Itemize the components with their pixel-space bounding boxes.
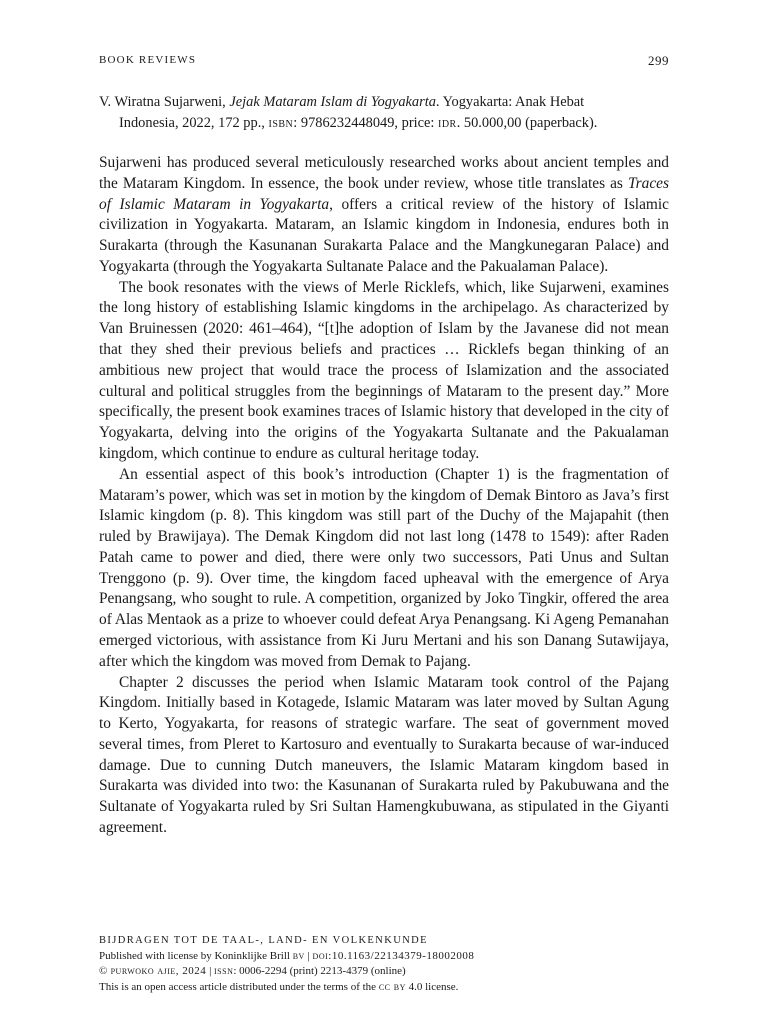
license-text: This is an open access article distributed under the terms of the	[99, 980, 379, 993]
book-citation	[99, 92, 669, 134]
citation-book-title: Jejak Mataram Islam di Yogyakarta	[229, 94, 436, 110]
review-body	[99, 153, 669, 839]
citation-details: Indonesia, 2022, 172 pp.,	[119, 115, 269, 131]
citation-price: . 50.000,00 (paperback).	[456, 115, 598, 131]
citation-publisher: . Yogyakarta: Anak Hebat	[435, 94, 585, 110]
copyright-line	[99, 964, 669, 980]
paragraph-3: An essential aspect of this book’s introduction (Chapter 1) is the fragmentation of Mataram’s power, which was set in motion by the kingdom of Demak Bintoro as Java’s first Islamic kingdom (p. 8). This kingdom was still part of the Duchy of the Majapahit (then ruled by Brawijaya). The Demak Kingdom did not last long (1478 to 1549): after Raden Patah came to power and died, there were only two successors, Pati Unus and Sultan Trenggono (p. 9). Over time, the kingdom faced upheaval with the emergence of Arya Penangsang, who sought to rule. A competition, organized by Joko Tingkir, offered the area of Alas Mentaok as a prize to whoever could defeat Arya Penangsang. Ki Ageng Pemanahan emerged victorious, with assistance from Ki Juru Mertani and his son Danang Sutawijaya, after which the kingdom was moved from Demak to Pajang.	[99, 465, 669, 670]
citation-author: V. Wiratna Sujarweni,	[99, 94, 226, 110]
paragraph-2: The book resonates with the views of Merle Ricklefs, which, like Sujarweni, examines the long history of establishing Islamic kingdoms in the archipelago. As characterized by Van Bruinessen (2020: 461–464), “[t]he adoption of Islam by the Javanese did not mean that they shed their previous beliefs and practices … Ricklefs began thinking of an ambitious new project that would trace the process of Islamization and the associated cultural and political struggles from the beginnings of Mataram to the present day.” More specifically, the present book examines traces of Islamic history that developed in the city of Yogyakarta, delving into the origins of the Yogyakarta Sultanate and the Pakualaman kingdom, which continue to endure as cultural heritage today.	[99, 278, 669, 462]
citation-line-2	[99, 113, 669, 134]
paragraph-4: Chapter 2 discusses the period when Islamic Mataram took control of the Pajang Kingdom. Initially based in Kotagede, Islamic Mataram was later moved by Sultan Agung to Kerto, Yogyakarta, for reasons of strategic warfare. The seat of government moved several times, from Pleret to Kartosuro and eventually to Surakarta because of war-induced damage. Due to cunning Dutch maneuvers, the Islamic Mataram kingdom based in Surakarta was divided into two: the Kasunanan of Surakarta ruled by Pakubuwana and the Sultanate of Yogyakarta ruled by Sri Sultan Hamengkubuwana, as stipulated in the Giyanti agreement.	[99, 673, 669, 836]
publisher-line	[99, 949, 669, 965]
issn-values: : 0006-2294 (print) 2213-4379 (online)	[233, 965, 406, 977]
publisher-text: Published with license by Koninklijke Brill	[99, 949, 293, 962]
separator: |	[304, 949, 313, 962]
translated-title: Traces of Islamic Mataram in Yogyakarta	[99, 174, 669, 213]
citation-isbn-price: : 9786232448049, price:	[293, 115, 438, 131]
license-version: 4.0 license.	[405, 980, 459, 993]
bv-label: bv	[292, 949, 305, 962]
isbn-label: isbn	[268, 115, 294, 131]
issn-label: issn	[214, 965, 234, 977]
copyright-holder: purwoko ajie, 2024	[107, 965, 207, 977]
cc-by-link[interactable]: cc by	[378, 980, 406, 993]
section-title: BOOK REVIEWS	[99, 54, 197, 66]
idr-label: idr	[437, 115, 457, 131]
license-line	[99, 980, 669, 996]
copyright-symbol: ©	[99, 965, 108, 977]
journal-name: BIJDRAGEN TOT DE TAAL-, LAND- EN VOLKENKUNDE	[99, 935, 428, 946]
page-number: 299	[648, 53, 669, 68]
page-footer	[99, 933, 669, 995]
paragraph-1	[99, 153, 669, 278]
paragraph-1-text-b: , offers a critical review of the history of Islamic civilization in Yogyakarta. Mataram, an Islamic kingdom in Indonesia, endures both in Surakarta (through the Kasunanan Surakarta Palace and the Mangkunegaran Palace) and Yogyakarta (through the Yogyakarta Sultanate Palace and the Pakualaman Palace).	[99, 195, 669, 275]
doi-link[interactable]: doi:10.1163/22134379-18002008	[312, 949, 475, 962]
citation-line-1	[99, 92, 669, 113]
paragraph-1-text-a: Sujarweni has produced several meticulously researched works about ancient temples and the Mataram Kingdom. In essence, the book under review, whose title translates as	[99, 154, 669, 192]
running-head	[99, 54, 669, 68]
separator: |	[206, 965, 215, 977]
